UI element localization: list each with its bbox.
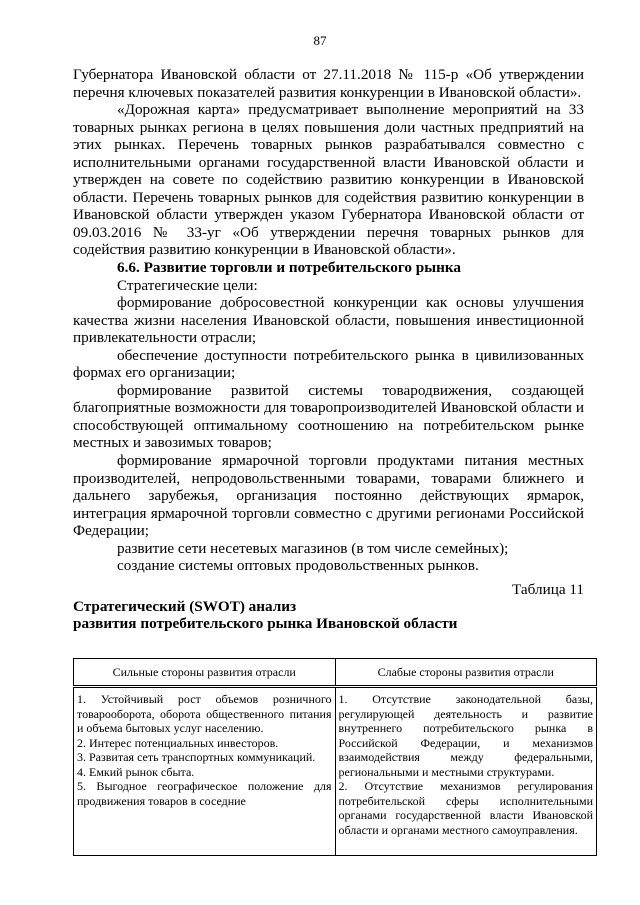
page-number: 87 [313,33,327,48]
strength-item: 1. Устойчивый рост объемов розничного товарооборота, оборота общественного питания и объема бытовых услуг населению. [77,692,332,735]
section-heading: 6.6. Развитие торговли и потребительского рынка [117,259,461,277]
paragraph: «Дорожная карта» предусматривает выполнение мероприятий на 33 товарных рынках региона в целях повышения доли частных предприятий на этих рынках. Перечень товарных рынков разрабатывался совместно с исполнительными органами государственной власти Ивановской области и утвержден на совете по содействию развитию конкуренции в Ивановской области. Перечень товарных рынков для содействия развитию конкуренции в Ивановской области утвержден указом Губернатора Ивановской области от 09.03.2016 № 33-уг «Об утверждении перечня товарных рынков для содействия развитию конкуренции в Ивановской области». [73,101,584,259]
goal-item: формирование ярмарочной торговли продуктами питания местных производителей, непродовольственными товарами, товарами ближнего и дальнего зарубежья, организация постоянно действующих ярмарок, интеграция ярмарочной торговли совместно с другими регионами Российской Федерации; [73,452,584,540]
document-body [73,66,584,632]
goal-item: формирование развитой системы товародвижения, создающей благоприятные возможности для товаропроизводителей Ивановской области и способствующей оптимальному соотношению на потребительском рынке местных и завозимых товаров; [73,381,584,452]
weakness-item: 2. Отсутствие механизмов регулирования потребительской сферы исполнительными органами государственной власти Ивановской области и органами местного самоуправления. [338,779,593,837]
strength-item: 4. Емкий рынок сбыта. [77,764,195,779]
goal-item: обеспечение доступности потребительского рынка в цивилизованных формах его организации; [73,346,584,382]
table-subtitle: развития потребительского рынка Ивановской области [73,615,458,633]
goal-item: создание системы оптовых продовольственных рынков. [117,557,479,575]
weaknesses-cell [335,687,597,856]
table-row [74,687,597,856]
paragraph: Губернатора Ивановской области от 27.11.2018 № 115-р «Об утверждении перечня ключевых показателей развития конкуренции в Ивановской области». [73,66,584,101]
goals-intro: Стратегические цели: [117,276,258,294]
goal-item: развитие сети несетевых магазинов (в том числе семейных); [117,539,509,557]
header-weaknesses: Слабые стороны развития отрасли [335,659,597,687]
table-title: Стратегический (SWOT) анализ [73,598,297,616]
strength-item: 3. Развитая сеть транспортных коммуникаций. [77,750,316,764]
header-strengths: Сильные стороны развития отрасли [74,659,336,687]
strength-item: 5. Выгодное географическое положение для продвижения товаров в соседние [77,779,332,808]
strength-item: 2. Интерес потенциальных инвесторов. [77,735,279,750]
swot-table [73,658,597,856]
weakness-item: 1. Отсутствие законодательной базы, регулирующей деятельность и развитие внутреннего потребительского рынка в Российской Федерации, и механизмов взаимодействия между федеральными, региональными и местными структурами. [338,692,593,779]
goal-item: формирование добросовестной конкуренции как основы улучшения качества жизни населения Ивановской области, повышения инвестиционной привлекательности отрасли; [73,294,584,347]
table-caption: Таблица 11 [512,580,584,598]
strengths-cell [74,687,336,856]
table-header-row [74,659,597,687]
